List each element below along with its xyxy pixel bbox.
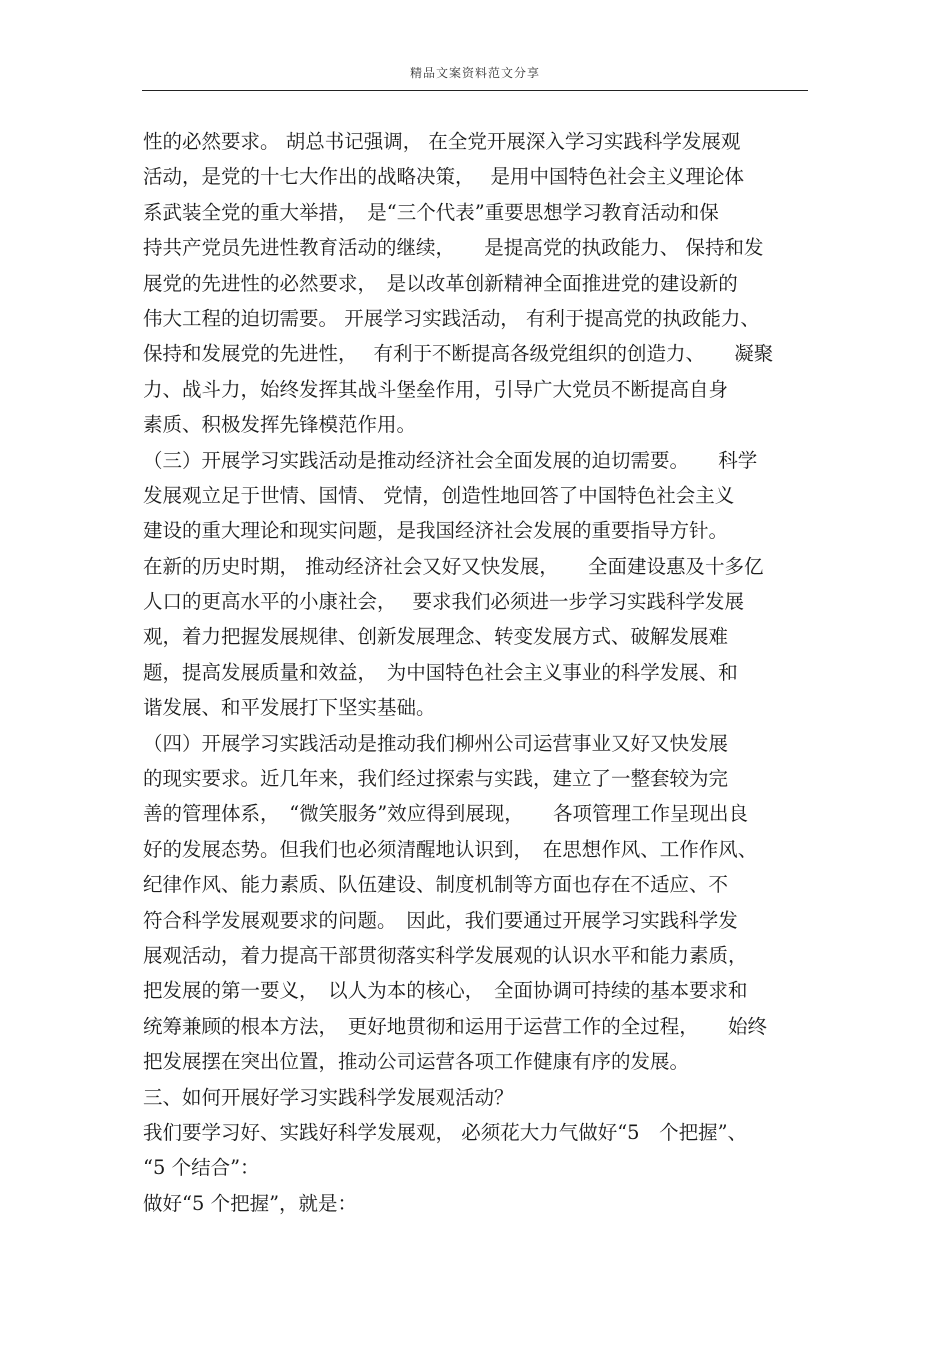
page-header-title: 精品文案资料范文分享 (409, 66, 540, 80)
text-line: 性的必然要求。 胡总书记强调， 在全党开展深入学习实践科学发展观 (143, 130, 741, 153)
text-line: 建设的重大理论和现实问题，是我国经济社会发展的重要指导方针。 (143, 519, 729, 543)
text-line: 把发展摆在突出位置，推动公司运营各项工作健康有序的发展。 (143, 1050, 690, 1074)
text-line: 观，着力把握发展规律、创新发展理念、转变发展方式、破解发展难 (143, 625, 729, 649)
text-line: “5 个结合”： (143, 1156, 260, 1180)
text-line: 保持和发展党的先进性， 有利于不断提高各级党组织的创造力、 凝聚 (143, 342, 774, 366)
text-line: 善的管理体系， “微笑服务”效应得到展现， 各项管理工作呈现出良 (143, 802, 748, 826)
text-line: 人口的更高水平的小康社会， 要求我们必须进一步学习实践科学发展 (143, 590, 744, 614)
text-line: 好的发展态势。但我们也必须清醒地认识到， 在思想作风、工作作风、 (143, 837, 758, 861)
text-line: 展观活动，着力提高干部贯彻落实科学发展观的认识水平和能力素质， (143, 943, 748, 967)
text-line: 活动，是党的十七大作出的战略决策， 是用中国特色社会主义理论体 (143, 165, 744, 189)
section-heading: 三、如何开展好学习实践科学发展观活动？ (143, 1085, 514, 1109)
text-line: 把发展的第一要义， 以人为本的核心， 全面协调可持续的基本要求和 (143, 979, 748, 1003)
document-body (143, 124, 823, 1221)
text-line: 纪律作风、能力素质、队伍建设、制度机制等方面也存在不适应、不 (143, 873, 729, 897)
text-line: 持共产党员先进性教育活动的继续， 是提高党的执政能力、 保持和发 (143, 236, 764, 260)
text-line: 的现实要求。近几年来，我们经过探索与实践，建立了一整套较为完 (143, 767, 729, 791)
text-line: 发展观立足于世情、国情、 党情，创造性地回答了中国特色社会主义 (143, 483, 735, 507)
text-line: 素质、积极发挥先锋模范作用。 (143, 413, 417, 437)
text-line: 做好“5 个把握”，就是： (143, 1191, 358, 1215)
text-line: 力、战斗力，始终发挥其战斗堡垒作用，引导广大党员不断提高自身 (143, 377, 729, 401)
text-line: 伟大工程的迫切需要。 开展学习实践活动， 有利于提高党的执政能力、 (143, 306, 760, 330)
text-line: 展党的先进性的必然要求， 是以改革创新精神全面推进党的建设新的 (143, 271, 738, 295)
header-divider (142, 90, 808, 91)
text-line: 统筹兼顾的根本方法， 更好地贯彻和运用于运营工作的全过程， 始终 (143, 1014, 768, 1038)
text-line: 我们要学习好、实践好科学发展观， 必须花大力气做好“5 个把握”、 (143, 1120, 748, 1144)
text-line: 符合科学发展观要求的问题。 因此，我们要通过开展学习实践科学发 (143, 908, 738, 932)
text-line: 题，提高发展质量和效益， 为中国特色社会主义事业的科学发展、和 (143, 660, 738, 684)
text-line: 系武装全党的重大举措， 是“三个代表”重要思想学习教育活动和保 (143, 200, 719, 224)
text-line: （四）开展学习实践活动是推动我们柳州公司运营事业又好又快发展 (143, 731, 729, 755)
text-line: （三）开展学习实践活动是推动经济社会全面发展的迫切需要。 科学 (143, 448, 758, 472)
text-line: 在新的历史时期， 推动经济社会又好又快发展， 全面建设惠及十多亿 (143, 554, 764, 578)
text-line: 谐发展、和平发展打下坚实基础。 (143, 696, 436, 720)
